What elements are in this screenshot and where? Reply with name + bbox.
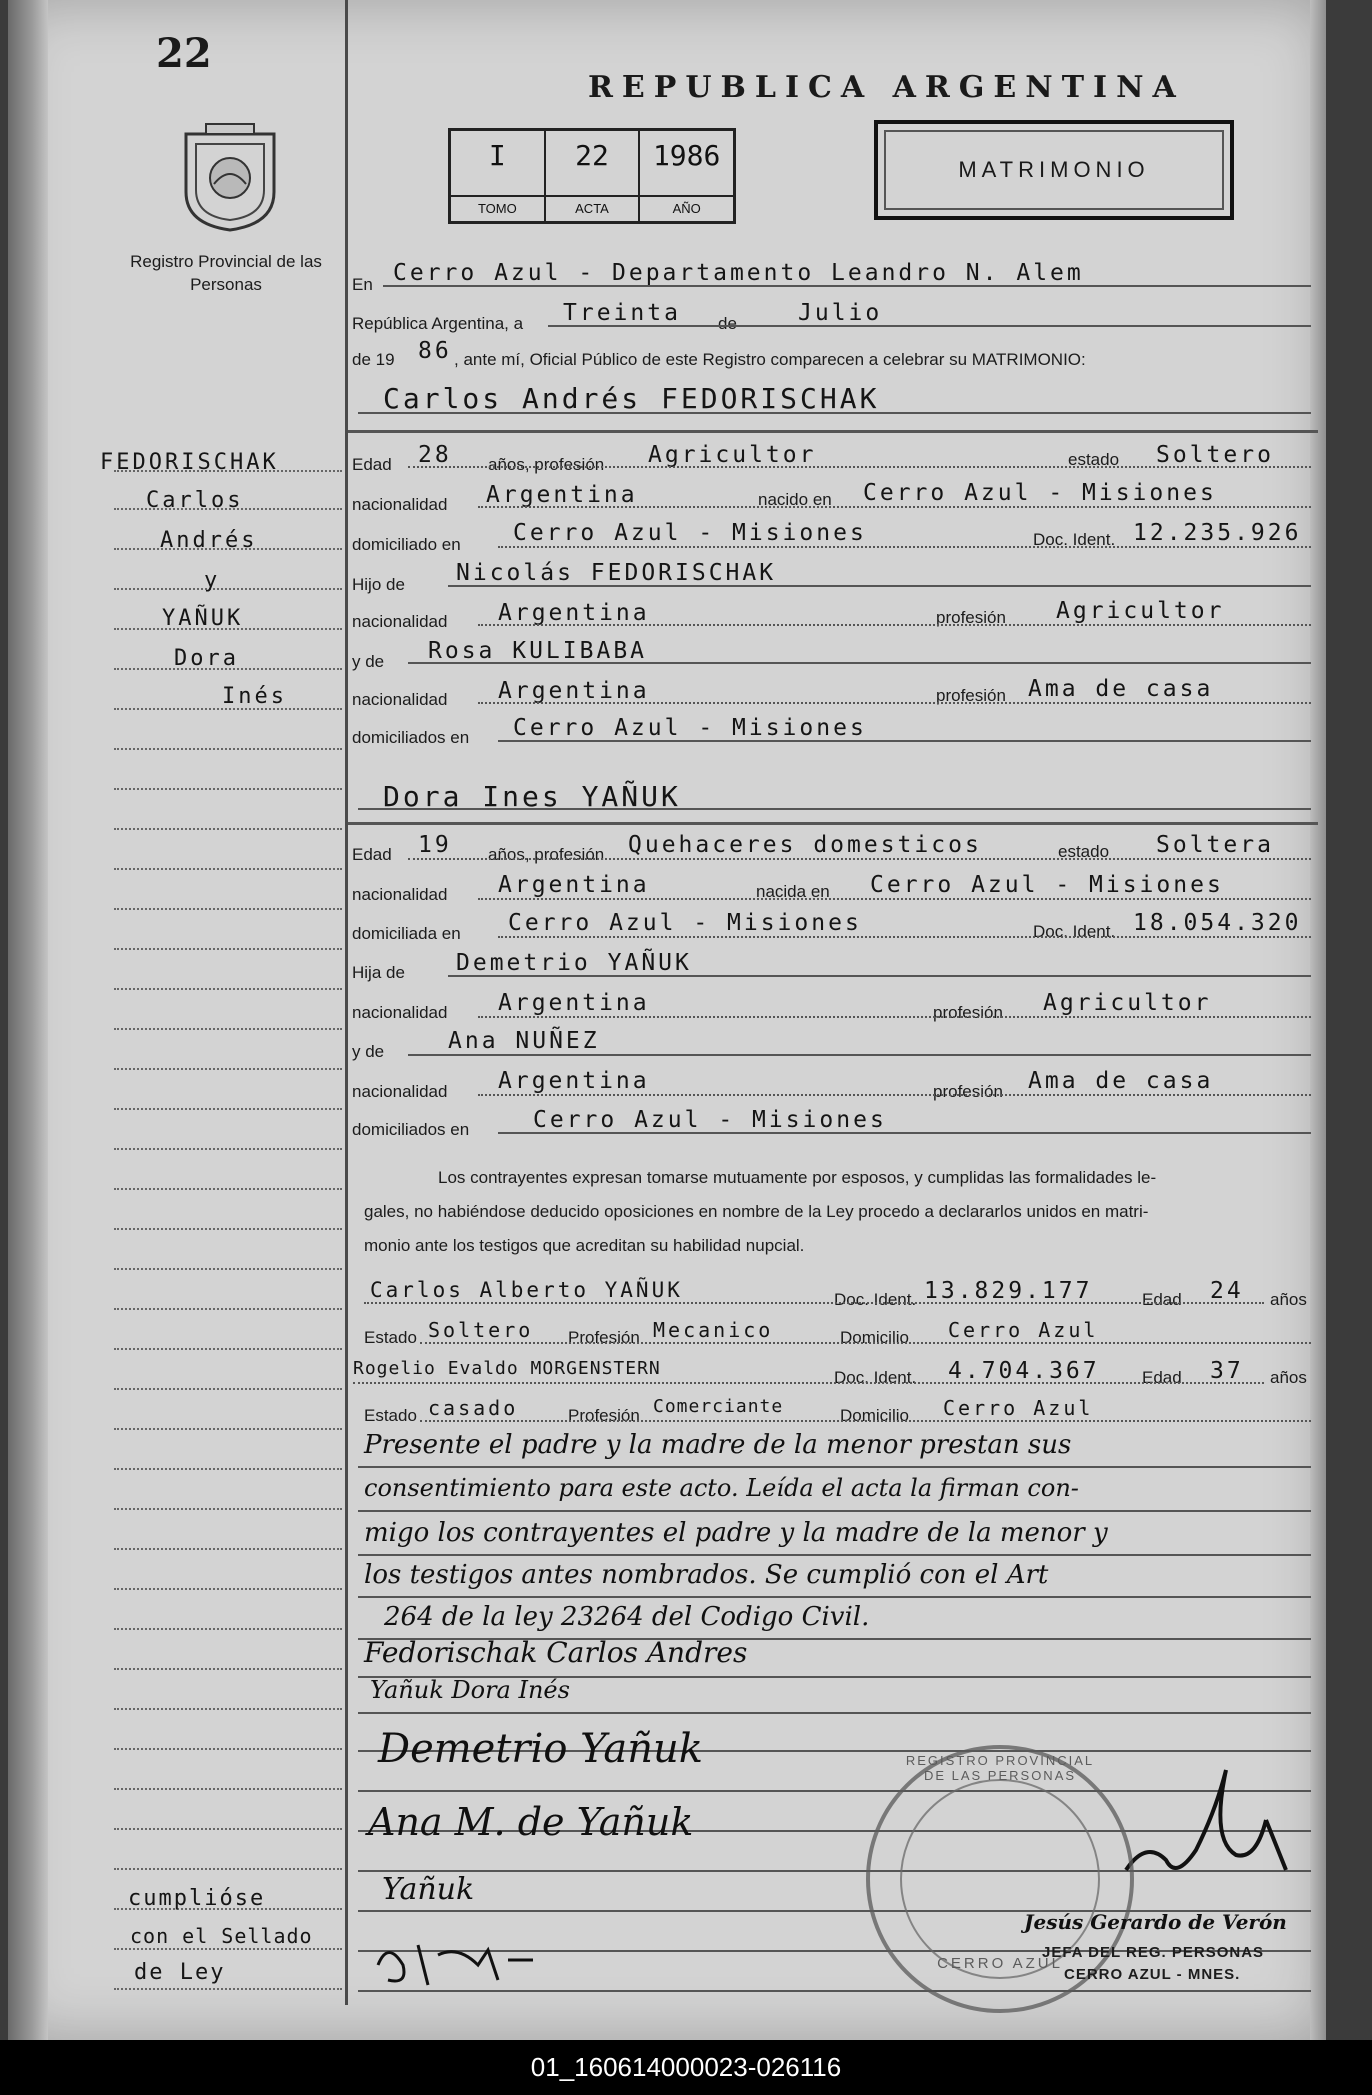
bride-domicilio: Cerro Azul - Misiones <box>508 910 862 936</box>
anios-profesion-label: años, profesión <box>488 455 605 474</box>
groom-doc: 12.235.926 <box>1133 520 1302 546</box>
groom-edad: 28 <box>418 442 452 468</box>
official-place: CERRO AZUL - MNES. <box>1064 1966 1241 1983</box>
bride-nacionalidad-label: nacionalidad <box>352 885 448 904</box>
margin-cumplido-1: cumplióse <box>128 1886 266 1911</box>
witness-1-profesion-label: Profesión <box>568 1328 640 1347</box>
nacida-label: nacida en <box>756 882 830 901</box>
bride-padre: Demetrio YAÑUK <box>456 950 692 976</box>
madre-nacionalidad-label: nacionalidad <box>352 690 448 709</box>
witness-2-anios-label: años <box>1270 1368 1307 1387</box>
note-line-1: Presente el padre y la madre de la menor prestan sus <box>364 1430 1072 1460</box>
note-line-2: consentimiento para este acto. Leída el acta la firman con- <box>364 1474 1079 1502</box>
domiciliada-label: domiciliada en <box>352 924 461 943</box>
bride-padre-nac-label: nacionalidad <box>352 1003 448 1022</box>
madre-profesion-label: profesión <box>936 686 1006 705</box>
nacionalidad-label: nacionalidad <box>352 495 448 514</box>
official-signature-icon <box>1116 1760 1296 1890</box>
groom-padre-profesion: Agricultor <box>1056 598 1225 624</box>
witness-1-domicilio: Cerro Azul <box>948 1318 1099 1342</box>
bride-estado: Soltera <box>1156 832 1274 858</box>
note-line-4: los testigos antes nombrados. Se cumplió con el Art <box>364 1560 1049 1590</box>
hijo-label: Hijo de <box>352 575 405 594</box>
witness-2-estado-label: Estado <box>364 1406 417 1425</box>
page-binding <box>8 0 48 2040</box>
folio-number: 22 <box>156 30 212 77</box>
groom-padre: Nicolás FEDORISCHAK <box>456 560 777 586</box>
witness-1-profesion: Mecanico <box>653 1318 774 1342</box>
bride-profesion: Quehaceres domesticos <box>628 832 982 858</box>
registry-name: Registro Provincial de las Personas <box>130 252 322 294</box>
signature-mother: Ana M. de Yañuk <box>368 1800 694 1844</box>
witness-2-name: Rogelio Evaldo MORGENSTERN <box>353 1358 661 1379</box>
padre-nacionalidad-label: nacionalidad <box>352 612 448 631</box>
margin-name-2: Andrés <box>160 528 258 553</box>
province-seal-icon <box>176 120 284 232</box>
doc-label: Doc. Ident. <box>1033 530 1116 549</box>
groom-madre-nacionalidad: Argentina <box>498 678 650 704</box>
image-id-footer: 01_160614000023-026116 <box>0 2040 1372 2095</box>
margin-surname: FEDORISCHAK <box>100 450 279 475</box>
place-value: Cerro Azul - Departamento Leandro N. Alem <box>393 260 1084 286</box>
witness-2-domicilio: Cerro Azul <box>943 1396 1094 1420</box>
margin-conj: y <box>204 568 221 593</box>
groom-estado: Soltero <box>1156 442 1274 468</box>
republica-label: República Argentina, a <box>352 314 524 333</box>
act-type: MATRIMONIO <box>884 130 1224 210</box>
note-line-6: Fedorischak Carlos Andres <box>364 1636 748 1669</box>
bride-nacionalidad: Argentina <box>498 872 650 898</box>
bride-y-de-label: y de <box>352 1042 385 1061</box>
bride-name: Dora Ines YAÑUK <box>383 780 681 813</box>
padre-profesion-label: profesión <box>936 608 1006 627</box>
margin-cumplido-2: con el Sellado <box>130 1924 313 1948</box>
note-line-7: Yañuk Dora Inés <box>370 1676 570 1704</box>
stamp-text-top: REGISTRO PROVINCIAL DE LAS PERSONAS <box>905 1753 1095 1783</box>
margin-name-1: Carlos <box>146 488 244 513</box>
witness-2-doc-label: Doc. Ident. <box>834 1368 917 1387</box>
witness-1-name: Carlos Alberto YAÑUK <box>370 1278 683 1302</box>
witness-1-estado: Soltero <box>428 1318 534 1342</box>
witness-1-doc: 13.829.177 <box>924 1278 1093 1304</box>
witness-1-anios-label: años <box>1270 1290 1307 1309</box>
acta-value: 22 <box>575 139 609 172</box>
acta-cell <box>546 131 641 221</box>
acta-label: ACTA <box>546 195 639 221</box>
bride-padre-profesion-label: profesión <box>933 1003 1003 1022</box>
witness-2-edad-label: Edad <box>1142 1368 1182 1387</box>
declaration-line-3: monio ante los testigos que acreditan su habilidad nupcial. <box>364 1236 805 1255</box>
bride-edad-label: Edad <box>352 845 392 864</box>
groom-name: Carlos Andrés FEDORISCHAK <box>383 382 880 415</box>
estado-label: estado <box>1068 450 1120 469</box>
note-line-3: migo los contrayentes el padre y la madre de la menor y <box>364 1518 1108 1548</box>
domiciliado-label: domiciliado en <box>352 535 461 554</box>
groom-domicilio: Cerro Azul - Misiones <box>513 520 867 546</box>
bride-madre-nacionalidad: Argentina <box>498 1068 650 1094</box>
groom-padres-domicilio: Cerro Azul - Misiones <box>513 715 867 741</box>
witness-1-domicilio-label: Domicilio <box>840 1328 909 1347</box>
en-label: En <box>352 275 373 294</box>
document-page <box>8 0 1326 2040</box>
margin-cumplido-3: de Ley <box>134 1960 226 1985</box>
signature-third: Yañuk <box>382 1872 475 1907</box>
anio-value: 1986 <box>652 139 721 172</box>
y-de-label: y de <box>352 652 385 671</box>
margin-bride-surname: YAÑUK <box>162 606 244 631</box>
bride-madre-nac-label: nacionalidad <box>352 1082 448 1101</box>
day-value: Treinta <box>563 300 681 326</box>
nacido-label: nacido en <box>758 490 832 509</box>
signature-scribble-icon <box>368 1935 538 1995</box>
groom-nacido: Cerro Azul - Misiones <box>863 480 1217 506</box>
bride-doc-label: Doc. Ident. <box>1033 922 1116 941</box>
bride-madre-profesion: Ama de casa <box>1028 1068 1214 1094</box>
groom-profesion: Agricultor <box>648 442 817 468</box>
tomo-value: I <box>488 139 506 172</box>
witness-2-profesion-label: Profesión <box>568 1406 640 1425</box>
witness-2-profesion: Comerciante <box>653 1396 784 1417</box>
margin-divider <box>345 0 348 2005</box>
anio-label: AÑO <box>640 195 733 221</box>
page-edge <box>1310 0 1326 2040</box>
groom-padre-nacionalidad: Argentina <box>498 600 650 626</box>
anio-cell <box>640 131 733 221</box>
witness-2-edad: 37 <box>1210 1358 1244 1384</box>
note-line-5: 264 de la ley 23264 del Codigo Civil. <box>384 1602 870 1632</box>
margin-bride-name-2: Inés <box>222 684 287 709</box>
bride-madre-profesion-label: profesión <box>933 1082 1003 1101</box>
edad-label: Edad <box>352 455 392 474</box>
page-title: REPUBLICA ARGENTINA <box>588 70 1185 105</box>
witness-1-estado-label: Estado <box>364 1328 417 1347</box>
bride-padres-domicilio: Cerro Azul - Misiones <box>533 1107 887 1133</box>
groom-madre-profesion: Ama de casa <box>1028 676 1214 702</box>
witness-2-estado: casado <box>428 1396 519 1420</box>
witness-2-doc: 4.704.367 <box>948 1358 1100 1384</box>
bride-anios-profesion-label: años, profesión <box>488 845 605 864</box>
year-prefix: de 19 <box>352 350 395 369</box>
margin-bride-name-1: Dora <box>174 646 239 671</box>
bride-nacida: Cerro Azul - Misiones <box>870 872 1224 898</box>
reference-table <box>448 128 736 224</box>
witness-1-edad: 24 <box>1210 1278 1244 1304</box>
signature-father: Demetrio Yañuk <box>378 1726 704 1772</box>
declaration-line-2: gales, no habiéndose deducido oposiciones en nombre de la Ley procedo a declararlos unidos en matri- <box>364 1202 1149 1221</box>
tomo-label: TOMO <box>451 195 544 221</box>
tomo-cell <box>451 131 546 221</box>
intro-sentence: , ante mí, Oficial Público de este Registro comparecen a celebrar su MATRIMONIO: <box>454 350 1086 369</box>
witness-1-doc-label: Doc. Ident. <box>834 1290 917 1309</box>
stamp-text-bottom: CERRO AZUL <box>937 1955 1063 1972</box>
witness-1-edad-label: Edad <box>1142 1290 1182 1309</box>
de-label: de <box>718 314 737 333</box>
bride-padre-nacionalidad: Argentina <box>498 990 650 1016</box>
year-suffix: 86 <box>418 338 452 364</box>
bride-domiciliados-label: domiciliados en <box>352 1120 470 1139</box>
domiciliados-label: domiciliados en <box>352 728 470 747</box>
bride-madre: Ana NUÑEZ <box>448 1028 600 1054</box>
witness-2-domicilio-label: Domicilio <box>840 1406 909 1425</box>
month-value: Julio <box>798 300 883 326</box>
declaration-line-1: Los contrayentes expresan tomarse mutuamente por esposos, y cumplidas las formalidades le- <box>438 1168 1157 1187</box>
bride-edad: 19 <box>418 832 452 858</box>
groom-madre: Rosa KULIBABA <box>428 638 648 664</box>
official-title: JEFA DEL REG. PERSONAS <box>1042 1944 1265 1961</box>
act-type-box <box>874 120 1234 220</box>
bride-padre-profesion: Agricultor <box>1043 990 1212 1016</box>
bride-estado-label: estado <box>1058 842 1110 861</box>
bride-doc: 18.054.320 <box>1133 910 1302 936</box>
hija-label: Hija de <box>352 963 405 982</box>
groom-nacionalidad: Argentina <box>486 482 638 508</box>
official-name: Jesús Gerardo de Verón <box>1024 1910 1287 1934</box>
